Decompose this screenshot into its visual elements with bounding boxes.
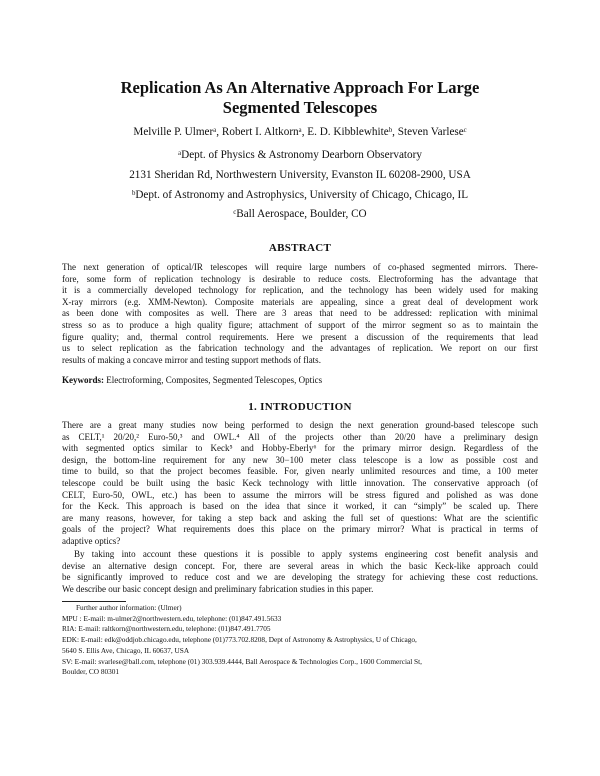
keywords <box>62 375 538 386</box>
abstract-line: as been done with composites as well. There are 3 areas that need to be addressed: replication with minimal <box>62 308 538 319</box>
intro-line: be significantly improved to reduce cost and we are developing the strategy for achieving these cost reductions. <box>62 572 538 583</box>
author-footnote <box>62 603 540 678</box>
footnote-line: EDK: E-mail: edk@oddjob.chicago.edu, telephone (01)773.702.8208, Dept of Astronomy & Astrophysics, U of Chicago, <box>62 635 417 645</box>
title-line-1: Replication As An Alternative Approach For Large <box>120 78 480 97</box>
intro-line: with segmented optics similar to Keck⁵ and Hobby-Eberly⁶ for the primary mirror design. Regardless of the <box>62 443 538 454</box>
abstract-line: results of making a concave mirror and testing support methods of flats. <box>62 354 321 365</box>
intro-line: as CELT,¹ 20/20,² Euro-50,³ and OWL.⁴ All of the projects other than 20/20 have a preliminary design <box>62 431 538 442</box>
footnote-line: SV: E-mail: svarlese@ball.com, telephone (01) 303.939.4444, Ball Aerospace & Technologies Corp., 1600 Commercial St, <box>62 656 422 666</box>
intro-line: telescope could be built using the basic Keck technology with little innovation. The conservative approach (of <box>62 477 538 488</box>
author-list: Melville P. Ulmerᵃ, Robert I. Altkornᵃ, E. D. Kibblewhiteᵇ, Steven Varleseᶜ <box>133 126 467 138</box>
intro-line: We describe our basic concept design and preliminary fabrication studies in this paper. <box>62 583 374 594</box>
abstract-line: it is a commercially developed technology for replication, and the technology has been widely used for making <box>62 285 538 296</box>
intro-line: adaptive optics? <box>62 535 121 546</box>
intro-line: design, the bottom-line requirement for any new 30−100 meter class telescope is a low as possible cost and <box>62 454 538 465</box>
intro-paragraph-1 <box>62 420 538 548</box>
keywords-label: Keywords: <box>62 375 104 385</box>
affiliation-b: ᵇDept. of Astronomy and Astrophysics, University of Chicago, Chicago, IL <box>131 189 469 201</box>
abstract-line: us to select replication as the fabrication technology and the advantages of replication. We report on our first <box>62 343 538 354</box>
footnote-line: Boulder, CO 80301 <box>62 667 120 677</box>
abstract-text <box>62 262 538 366</box>
intro-line: devise an alternative design concept. For, there are several areas in which the basic Keck-like approach could <box>62 560 538 571</box>
intro-line: goals of the project? What requirements does this place on the primary mirror? What is practical in terms of <box>62 524 538 535</box>
abstract-heading: ABSTRACT <box>268 242 332 254</box>
intro-line: time to build, so that the project becomes feasible. For, given nearly unlimited resources and time, a 100 meter <box>62 466 538 477</box>
intro-line: There are a great many studies now being performed to design the next generation ground-based telescope such <box>62 420 538 430</box>
footnote-line: MPU : E-mail: m-ulmer2@northwestern.edu, telephone: (01)847.491.5633 <box>62 613 282 623</box>
footnote-line: RIA: E-mail: raltkorn@northwestern.edu, telephone: (01)847.491.7705 <box>62 624 271 634</box>
footnote-line: 5640 S. Ellis Ave, Chicago, IL 60637, USA <box>62 645 190 655</box>
abstract-line: X-ray mirrors (e.g. XMM-Newton). Composite materials are appealing, since a great deal of development work <box>62 296 538 307</box>
paper-title <box>0 78 600 118</box>
footnote-divider <box>62 601 126 602</box>
abstract-line: The next generation of optical/IR telescopes will require large numbers of co-phased segmented mirrors. There- <box>62 262 538 272</box>
abstract-line: fore, some form of replication technology is desirable to reduce costs. Electroforming has the advantage that <box>62 273 538 284</box>
keywords-text: Electroforming, Composites, Segmented Telescopes, Optics <box>106 375 323 385</box>
intro-line: By taking into account these questions it is possible to apply systems engineering cost benefit analysis and <box>74 549 538 559</box>
intro-line: CELT, Euro-50, OWL, etc.) has been to assume the mirrors will be stress figured and polished as was done <box>62 489 538 500</box>
affiliation-a: ᵃDept. of Physics & Astronomy Dearborn Observatory <box>178 149 422 161</box>
abstract-line: stress so as to produce a high quality figure; attachment of support of the mirror segment so as to maintain the <box>62 319 538 330</box>
footnote-line: Further author information: (Ulmer) <box>76 603 182 612</box>
intro-line: are many reasons, however, for taking a step back and asking the full set of questions: What are the scientific <box>62 512 538 523</box>
affiliation-c: ᶜBall Aerospace, Boulder, CO <box>233 208 367 220</box>
intro-paragraph-2 <box>62 549 538 595</box>
section-heading-introduction: 1. INTRODUCTION <box>248 401 352 413</box>
intro-line: for the Keck. This approach is based on the idea that since it worked, it can “simply” be scaled up. There <box>62 501 538 512</box>
title-line-2: Segmented Telescopes <box>222 98 378 117</box>
affiliation-a-address: 2131 Sheridan Rd, Northwestern University, Evanston IL 60208-2900, USA <box>129 169 471 181</box>
abstract-line: figure quality; and, thermal control requirements. Here we present a discussion of the requirements that lead <box>62 331 538 342</box>
